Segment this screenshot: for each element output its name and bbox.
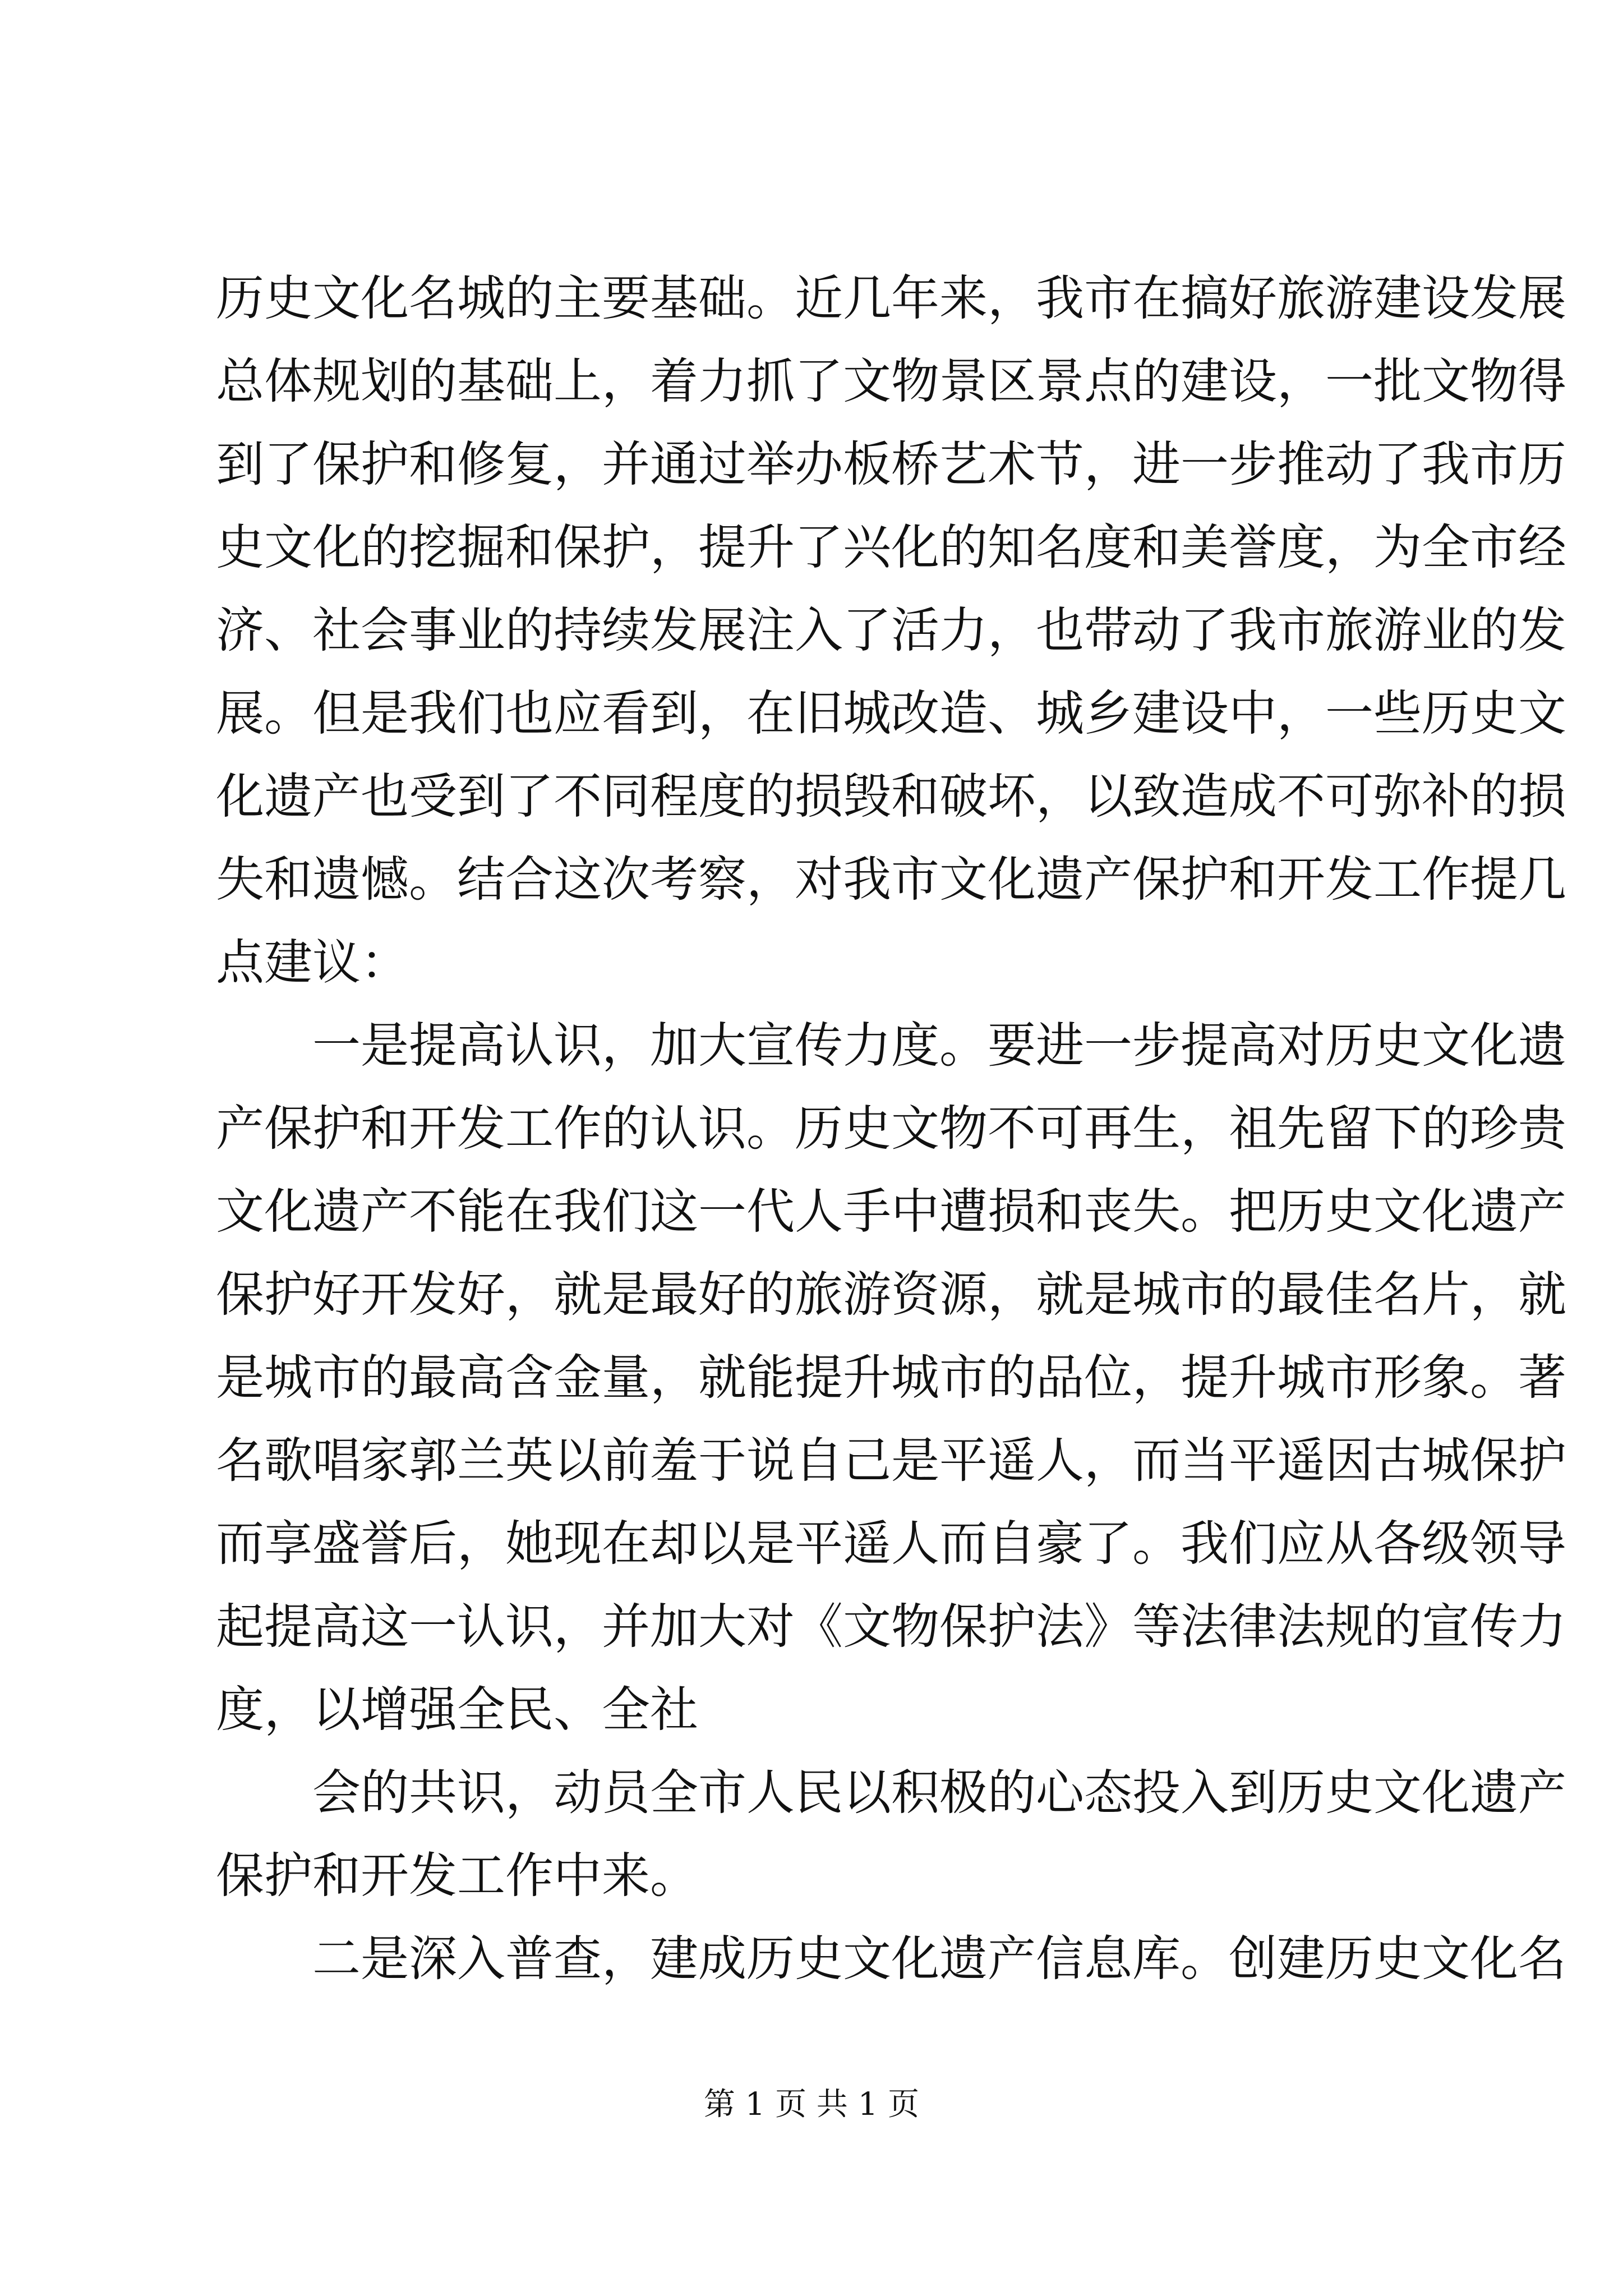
paragraph-first-line: 一是提高认识，加大宣传力度。要进一步提高对历史文化遗 bbox=[312, 1018, 1566, 1074]
text-line: 总体规划的基础上，着力抓了文物景区景点的建设，一批文物得 bbox=[216, 353, 1566, 409]
text-line: 史文化的挖掘和保护，提升了兴化的知名度和美誉度，为全市经 bbox=[216, 519, 1566, 576]
paragraph-first-line: 二是深入普查，建成历史文化遗产信息库。创建历史文化名 bbox=[312, 1931, 1566, 1987]
page-number-label: 第 1 页 共 1 页 bbox=[703, 2086, 920, 2123]
paragraph-first-line: 会的共识，动员全市人民以积极的心态投入到历史文化遗产 bbox=[312, 1765, 1566, 1821]
text-line: 保护好开发好，就是最好的旅游资源，就是城市的最佳名片，就 bbox=[216, 1267, 1566, 1323]
text-line: 点建议： bbox=[216, 935, 409, 991]
text-line: 文化遗产不能在我们这一代人手中遭损和丧失。把历史文化遗产 bbox=[216, 1184, 1566, 1240]
text-line: 化遗产也受到了不同程度的损毁和破坏，以致造成不可弥补的损 bbox=[216, 769, 1566, 825]
text-line: 展。但是我们也应看到，在旧城改造、城乡建设中，一些历史文 bbox=[216, 685, 1566, 742]
text-line: 到了保护和修复，并通过举办板桥艺术节，进一步推动了我市历 bbox=[216, 436, 1566, 493]
document-body bbox=[216, 257, 1566, 2000]
text-line: 济、社会事业的持续发展注入了活力，也带动了我市旅游业的发 bbox=[216, 602, 1566, 659]
text-line: 而享盛誉后，她现在却以是平遥人而自豪了。我们应从各级领导 bbox=[216, 1516, 1566, 1572]
text-line: 产保护和开发工作的认识。历史文物不可再生，祖先留下的珍贵 bbox=[216, 1101, 1566, 1157]
text-line: 历史文化名城的主要基础。近几年来，我市在搞好旅游建设发展 bbox=[216, 270, 1566, 326]
text-line: 失和遗憾。结合这次考察，对我市文化遗产保护和开发工作提几 bbox=[216, 852, 1566, 908]
text-line: 名歌唱家郭兰英以前羞于说自己是平遥人，而当平遥因古城保护 bbox=[216, 1433, 1566, 1489]
text-line: 保护和开发工作中来。 bbox=[216, 1848, 698, 1904]
text-line: 是城市的最高含金量，就能提升城市的品位，提升城市形象。著 bbox=[216, 1350, 1566, 1406]
text-line: 起提高这一认识，并加大对《文物保护法》等法律法规的宣传力 bbox=[216, 1599, 1566, 1655]
page-footer bbox=[0, 2082, 1623, 2127]
text-line: 度，以增强全民、全社 bbox=[216, 1682, 698, 1738]
